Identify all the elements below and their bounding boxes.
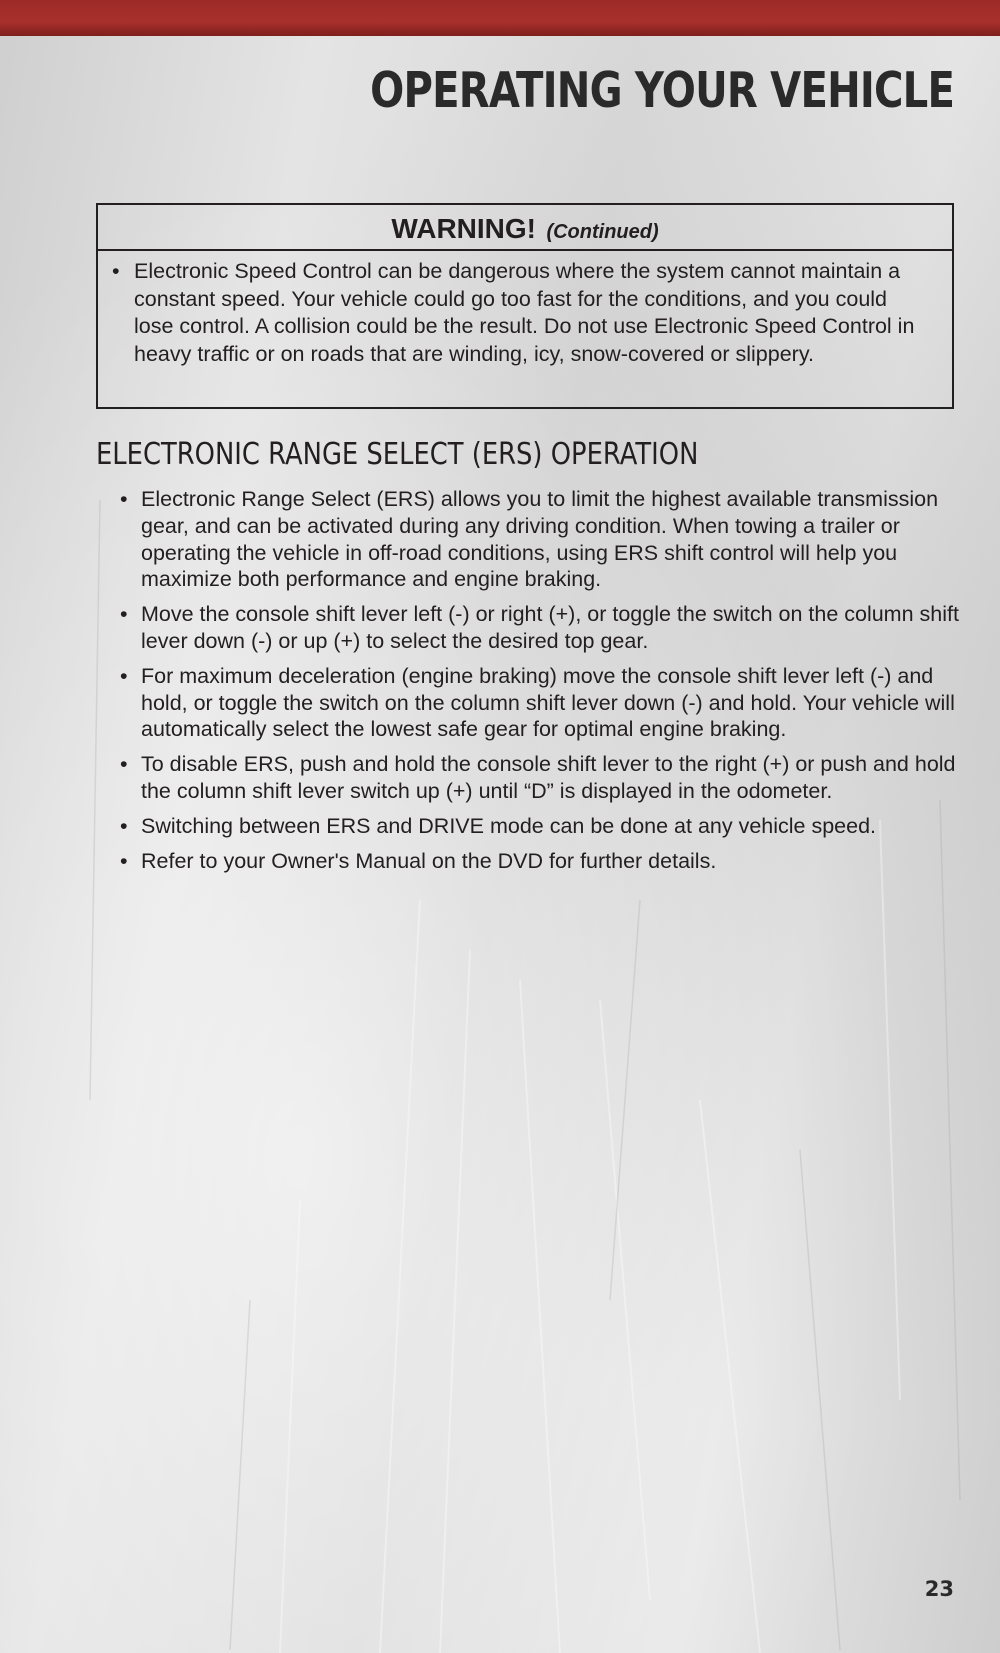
bullet-dot: • [120, 848, 128, 873]
warning-box [96, 203, 954, 409]
section-header: OPERATING YOUR VEHICLE [370, 62, 954, 119]
bullet-dot: • [120, 602, 128, 627]
top-color-band [0, 0, 1000, 36]
list-item [120, 486, 960, 593]
bullet-dot: • [120, 752, 128, 777]
list-item [120, 751, 960, 805]
list-item-text: Move the console shift lever left (-) or right (+), or toggle the switch on the column shift lever down (-) or up (+) to select the desired top gear. [141, 602, 959, 653]
list-item [120, 601, 960, 655]
list-item-text: Electronic Range Select (ERS) allows you to limit the highest available transmission gear, and can be activated during any driving condition. When towing a trailer or operating the vehicle in off-road conditions, using ERS shift control will help you maximize both performance and engine braking. [141, 487, 939, 592]
list-item-text: Switching between ERS and DRIVE mode can be done at any vehicle speed. [141, 813, 877, 838]
warning-header [98, 205, 952, 251]
list-item [120, 813, 960, 840]
list-item [120, 848, 960, 875]
list-item-text: To disable ERS, push and hold the console shift lever to the right (+) or push and hold the column shift lever switch up (+) until “D” is displayed in the odometer. [141, 752, 956, 803]
bullet-dot: • [120, 813, 128, 838]
warning-subtitle: (Continued) [546, 221, 659, 243]
bullet-dot: • [120, 663, 128, 688]
list-item-text: For maximum deceleration (engine braking) move the console shift lever left (-) and hold, or toggle the switch on the column shift lever down (-) and hold. Your vehicle will automatically select the lowest safe gear for optimal engine braking. [141, 663, 955, 742]
bullet-dot: • [112, 259, 120, 283]
page-number: 23 [924, 1577, 954, 1601]
list-item [120, 663, 960, 743]
warning-title: WARNING! [391, 213, 536, 244]
list-item-text: Refer to your Owner's Manual on the DVD for further details. [141, 848, 717, 873]
ers-bullet-list [120, 486, 960, 882]
warning-body [98, 251, 952, 368]
ers-section-title: ELECTRONIC RANGE SELECT (ERS) OPERATION [96, 437, 699, 472]
warning-bullet-text: Electronic Speed Control can be dangerous where the system cannot maintain a constant speed. Your vehicle could go too fast for the conditions, and you could lose control. A collision could be the result. Do not use Electronic Speed Control in heavy traffic or on roads that are winding, icy, snow-covered or slippery. [134, 259, 915, 366]
bullet-dot: • [120, 487, 128, 511]
